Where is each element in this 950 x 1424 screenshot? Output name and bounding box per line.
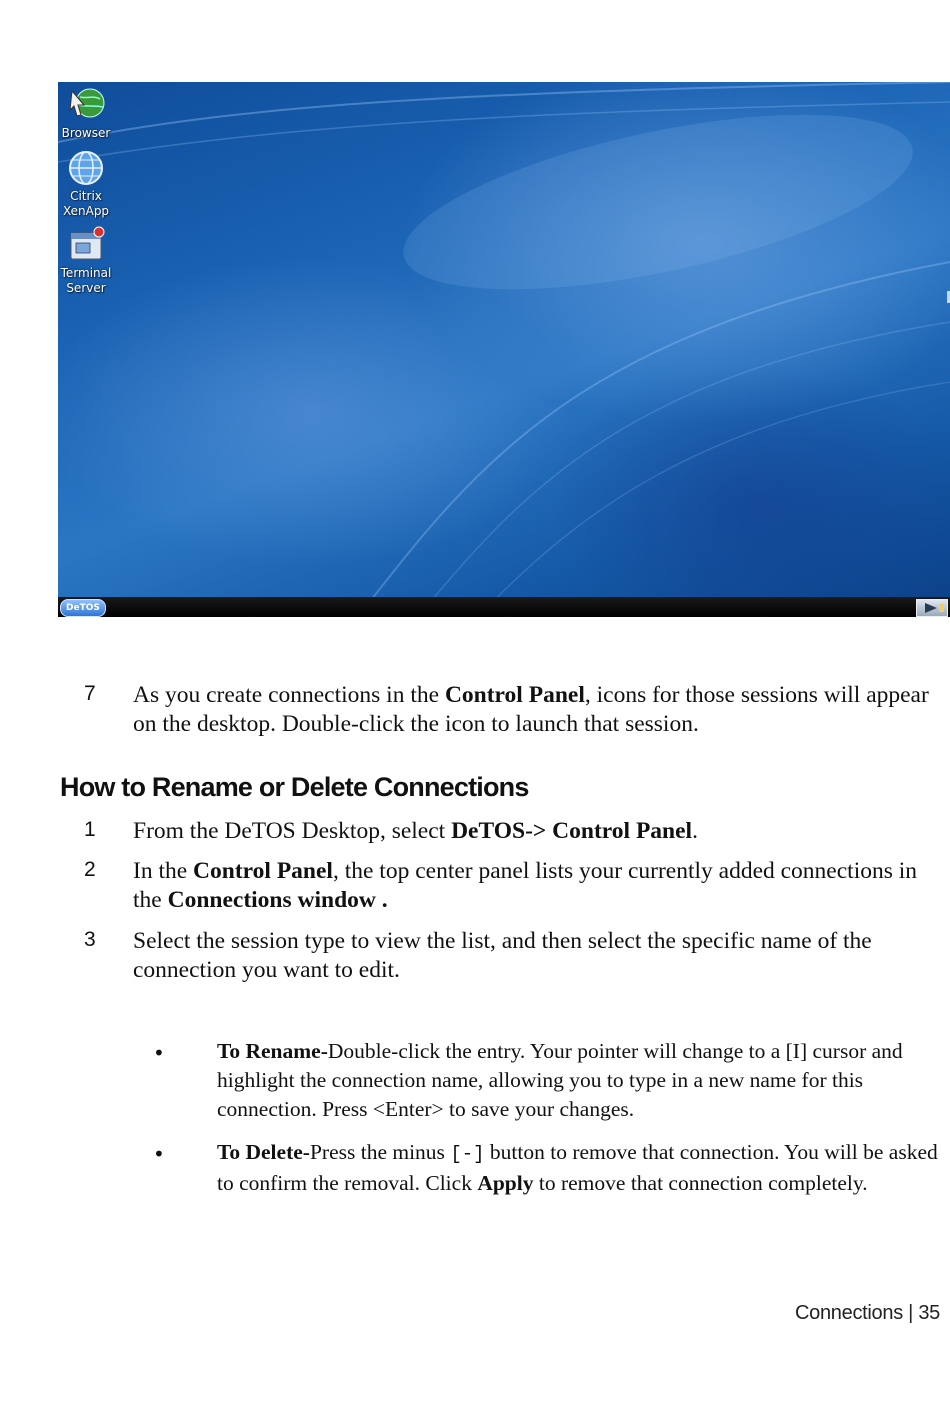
footer-section: Connections (795, 1302, 903, 1324)
desktop-screenshot (58, 82, 950, 617)
desktop-icon-label: Terminal (60, 266, 112, 280)
citrix-globe-icon (66, 148, 106, 188)
terminal-window-icon (66, 225, 106, 265)
desktop-icon-label: Server (66, 281, 106, 295)
bullet-marker: • (153, 1041, 165, 1065)
desktop-icon-browser[interactable] (58, 85, 114, 141)
desktop-icon-citrix-xenapp[interactable] (58, 148, 114, 219)
wallpaper-swirl (58, 82, 950, 617)
taskbar (58, 597, 950, 617)
section-heading: How to Rename or Delete Connections (60, 772, 529, 802)
bullet-marker: • (153, 1142, 165, 1166)
delete-instructions: To Delete-Press the minus [-] button to remove that connection. You will be asked to confirm the removal. Click Apply to remove that connection completely. (217, 1140, 938, 1195)
step-number: 1 (84, 818, 96, 841)
page-footer (795, 1302, 940, 1325)
step-7-text: As you create connections in the Control Panel, icons for those sessions will appear on the desktop. Double-click the icon to launch that session. (133, 682, 929, 737)
desktop-icon-terminal-server[interactable] (58, 225, 114, 296)
step-2-text: In the Control Panel, the top center panel lists your currently added connections in the Connections window . (133, 858, 918, 913)
footer-separator: | (908, 1302, 914, 1324)
step-1-text: From the DeTOS Desktop, select DeTOS-> Control Panel. (133, 818, 698, 844)
globe-arrow-icon (66, 85, 106, 125)
detos-start-button[interactable]: DeTOS (60, 599, 106, 617)
step-number: 3 (84, 928, 96, 951)
desktop-icon-label: XenApp (62, 204, 110, 218)
rename-instructions: To Rename-Double-click the entry. Your pointer will change to a [I] cursor and highlight the connection name, allowing you to type in a new name for this connection. Press <Enter> to save your changes. (217, 1039, 903, 1121)
desktop-icon-label: Browser (61, 126, 111, 140)
step-3-text: Select the session type to view the list, and then select the specific name of the connection you want to edit. (133, 928, 872, 983)
desktop-icon-label: Citrix (70, 189, 102, 203)
tray-icon[interactable] (916, 599, 948, 617)
step-number: 7 (84, 682, 96, 705)
step-number: 2 (84, 858, 96, 881)
play-icon (917, 600, 947, 616)
page-number: 35 (918, 1302, 940, 1324)
